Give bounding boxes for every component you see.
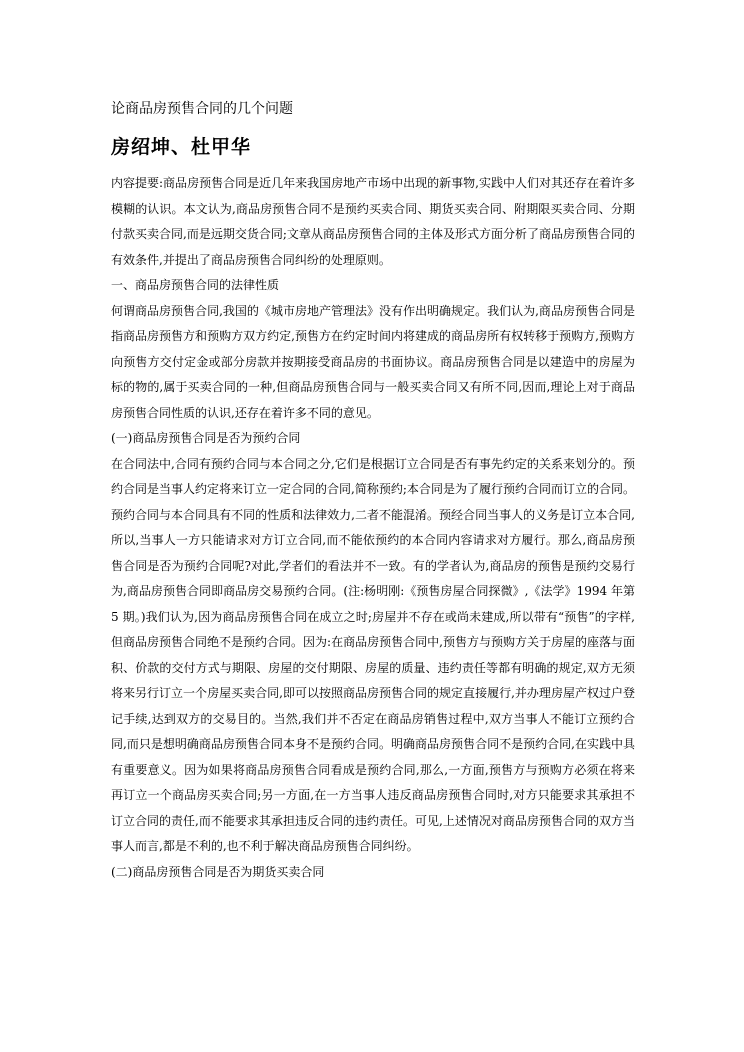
abstract-paragraph: 内容提要:商品房预售合同是近几年来我国房地产市场中出现的新事物,实践中人们对其还存在着许多模糊的认识。本文认为,商品房预售合同不是预约买卖合同、期货买卖合同、附期限买卖合同、分期付款买卖合同,而是远期交货合同;文章从商品房预售合同的主体及形式方面分析了商品房预售合同的有效条件,并提出了商品房预售合同纠纷的处理原则。 xyxy=(111,176,635,267)
subsection-heading: (二)商品房预售合同是否为期货买卖合同 xyxy=(111,864,325,879)
document-body xyxy=(111,171,635,885)
section-heading: 一、商品房预售合同的法律性质 xyxy=(111,278,280,292)
document-title: 论商品房预售合同的几个问题 xyxy=(111,101,293,117)
body-paragraph: 在合同法中,合同有预约合同与本合同之分,它们是根据订立合同是否有事先约定的关系来划分的。预约合同是当事人约定将来订立一定合同的合同,简称预约;本合同是为了履行预约合同而订立的合同。预约合同与本合同具有不同的性质和法律效力,二者不能混淆。预经合同当事人的义务是订立本合同,所以,当事人一方只能请求对方订立合同,而不能依预约的本合同内容请求对方履行。那么,商品房预售合同是否为预约合同呢?对此,学者们的看法并不一致。有的学者认为,商品房的预售是预约交易行为,商品房预售合同即商品房交易预约合同。(注:杨明刚:《预售房屋合同探微》,《法学》1994 年第 5 期。)我们认为,因为商品房预售合同在成立之时;房屋并不存在或尚未建成,所以带有“预售”的字样,但商品房预售合同绝不是预约合同。因为:在商品房预售合同中,预售方与预购方关于房屋的座落与面积、价款的交付方式与期限、房屋的交付期限、房屋的质量、违约责任等都有明确的规定,双方无须将来另行订立一个房屋买卖合同,即可以按照商品房预售合同的规定直接履行,并办理房屋产权过户登记手续,达到双方的交易目的。当然,我们并不否定在商品房销售过程中,双方当事人不能订立预约合同,而只是想明确商品房预售合同本身不是预约合同。明确商品房预售合同不是预约合同,在实践中具有重要意义。因为如果将商品房预售合同看成是预约合同,那么,一方面,预售方与预购方必须在将来再订立一个商品房买卖合同;另一方面,在一方当事人违反商品房预售合同时,对方只能要求其承担不订立合同的责任,而不能要求其承担违反合同的违约责任。可见,上述情况对商品房预售合同的双方当事人而言,都是不利的,也不利于解决商品房预售合同纠纷。 xyxy=(111,456,635,853)
body-paragraph: 何谓商品房预售合同,我国的《城市房地产管理法》没有作出明确规定。我们认为,商品房预售合同是指商品房预售方和预购方双方约定,预售方在约定时间内将建成的商品房所有权转移于预购方,预购方向预售方交付定金或部分房款并按期接受商品房的书面协议。商品房预售合同是以建造中的房屋为标的物的,属于买卖合同的一种,但商品房预售合同与一般买卖合同又有所不同,因而,理论上对于商品房预售合同性质的认识,还存在着许多不同的意见。 xyxy=(111,303,635,420)
document-authors: 房绍坤、杜甲华 xyxy=(111,136,252,158)
subsection-heading: (一)商品房预售合同是否为预约合同 xyxy=(111,431,301,445)
